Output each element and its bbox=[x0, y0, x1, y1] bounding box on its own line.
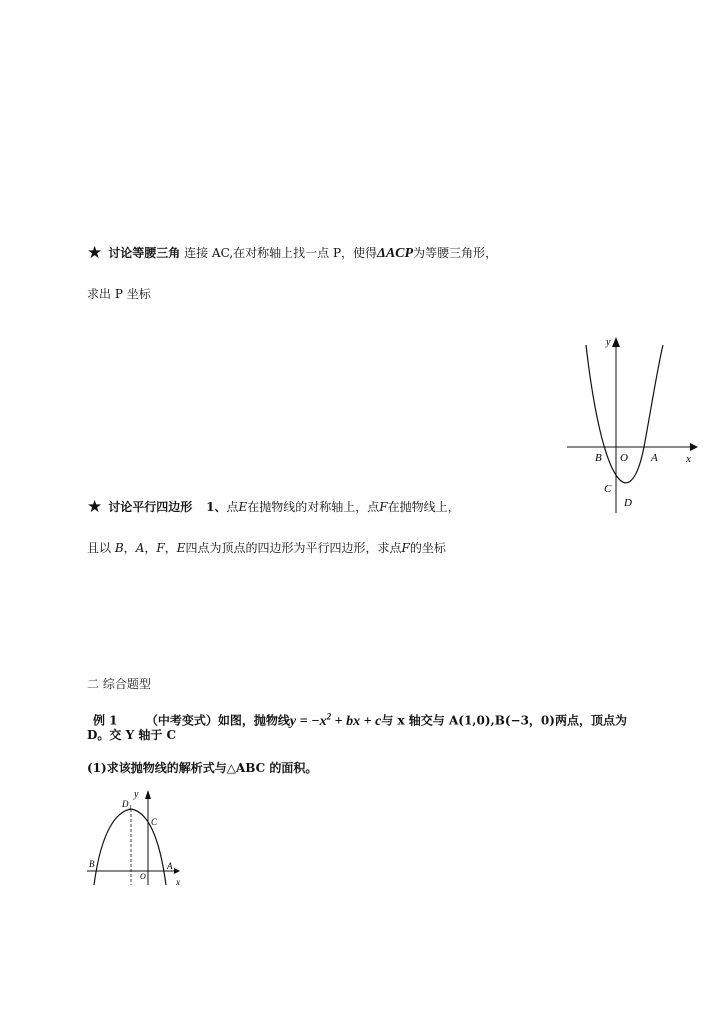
eq-exponent: 2 bbox=[326, 711, 332, 721]
example-label: 例 1 bbox=[93, 713, 118, 728]
section-title: 二 综合题型 bbox=[87, 677, 151, 691]
eq-x: x bbox=[319, 713, 327, 729]
isosceles-text: 连接 AC,在对称轴上找一点 P，使得 bbox=[184, 246, 378, 260]
parallelogram-line2 bbox=[87, 540, 446, 556]
pg-l2-text-2: 四点为顶点的四边形为平行四边形，求点 bbox=[185, 541, 402, 555]
star-icon: ★ bbox=[87, 497, 103, 517]
example-after-eq: 与 x 轴交与 A(1,0),B(−3，0)两点，顶点为 bbox=[381, 713, 627, 728]
eq-y: y bbox=[289, 713, 297, 729]
isosceles-line2: 求出 P 坐标 bbox=[87, 287, 151, 301]
fig2-label-c: C bbox=[151, 817, 158, 827]
point-a: A bbox=[135, 541, 145, 555]
point-f-3: F bbox=[401, 541, 410, 555]
fig1-x-arrow bbox=[690, 443, 698, 451]
pg-sep-1: ， bbox=[123, 541, 136, 555]
example-tag: （中考变式）如图，抛物线 bbox=[145, 713, 290, 728]
parallelogram-heading: 讨论平行四边形 bbox=[108, 500, 193, 514]
pg-sep-2: ， bbox=[144, 541, 157, 555]
fig1-label-b: B bbox=[595, 452, 602, 464]
fig1-label-y: y bbox=[606, 337, 611, 348]
pg-sep-3: ， bbox=[164, 541, 177, 555]
pg-l2-text-1: 且以 bbox=[87, 541, 112, 555]
isosceles-text-after: 为等腰三角形， bbox=[413, 246, 498, 260]
pg-l2-text-3: 的坐标 bbox=[409, 541, 446, 555]
equation bbox=[289, 711, 382, 729]
fig1-label-x: x bbox=[686, 453, 691, 465]
parabola-figure-2 bbox=[84, 785, 194, 891]
fig2-label-d: D bbox=[122, 799, 129, 809]
point-f: F bbox=[379, 500, 388, 514]
eq-rest: + bx + c bbox=[331, 713, 382, 729]
fig2-x-arrow bbox=[174, 868, 180, 874]
eq-mid: = − bbox=[296, 713, 320, 729]
fig2-label-b: B bbox=[89, 859, 95, 869]
fig1-y-arrow bbox=[612, 337, 620, 347]
fig2-label-o: O bbox=[140, 872, 146, 881]
pg-text-1: 点 bbox=[226, 500, 239, 514]
item-number: 1、 bbox=[206, 500, 227, 514]
fig1-label-c: C bbox=[604, 483, 612, 495]
fig2-label-d-sub: 1 bbox=[129, 805, 132, 811]
fig1-label-o: O bbox=[620, 452, 628, 464]
fig1-label-a: A bbox=[651, 452, 658, 464]
pg-text-3: 在抛物线上， bbox=[387, 500, 460, 514]
parabola-figure-1 bbox=[562, 335, 702, 515]
fig2-label-x: x bbox=[176, 877, 180, 887]
star-icon: ★ bbox=[87, 243, 103, 263]
pg-text-2: 在抛物线的对称轴上，点 bbox=[247, 500, 380, 514]
fig2-label-a: A bbox=[167, 861, 173, 871]
point-f-2: F bbox=[156, 541, 165, 555]
question-1: (1)求该抛物线的解析式与△ABC 的面积。 bbox=[87, 761, 318, 775]
parallelogram-heading-line bbox=[87, 498, 460, 515]
example-line2: D。交 Y 轴于 C bbox=[87, 728, 177, 742]
fig2-label-y: y bbox=[134, 789, 139, 800]
point-e-2: E bbox=[176, 541, 186, 555]
point-b: B bbox=[114, 541, 124, 555]
isosceles-heading-line bbox=[87, 244, 497, 262]
fig1-label-d: D bbox=[624, 497, 632, 509]
triangle-acp-math: ΔACP bbox=[377, 246, 414, 261]
isosceles-heading: 讨论等腰三角 bbox=[108, 246, 181, 260]
fig2-y-arrow bbox=[145, 790, 151, 799]
point-e: E bbox=[238, 500, 248, 514]
